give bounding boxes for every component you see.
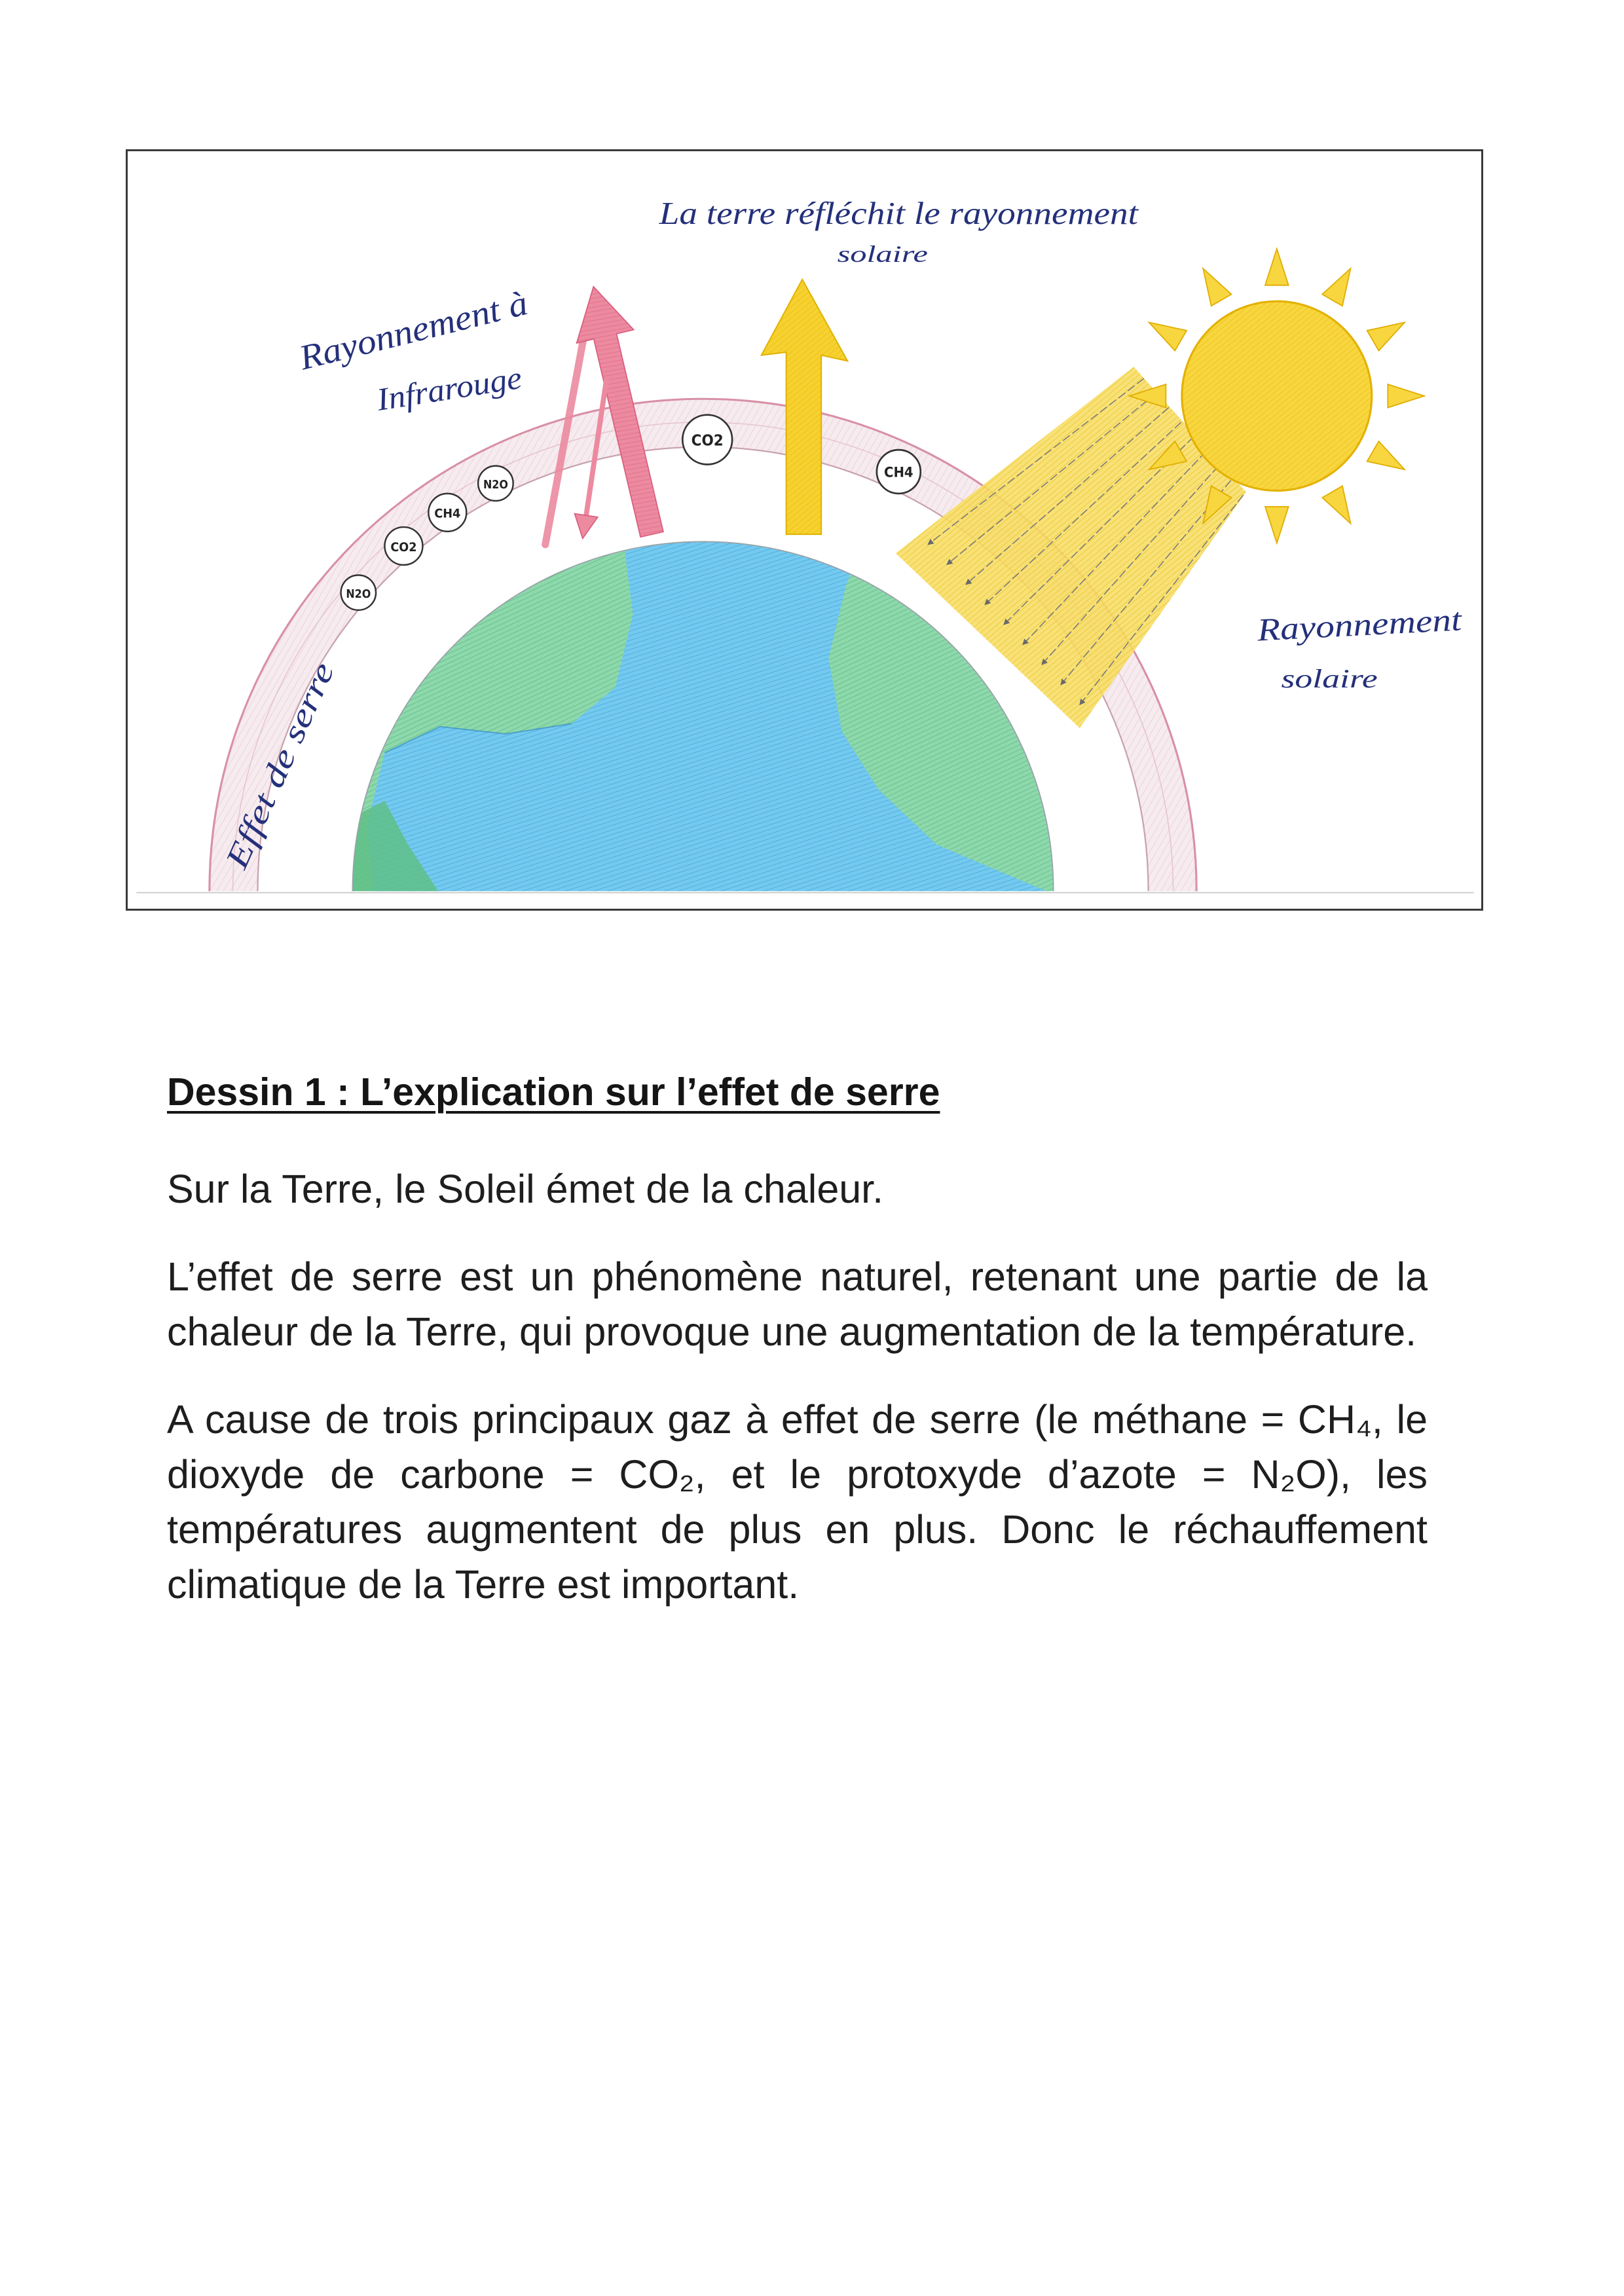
reflected-radiation-label: La terre réfléchit le rayonnement xyxy=(658,195,1139,232)
paragraph: A cause de trois principaux gaz à effet de serre (le méthane = CH₄, le dioxyde de carbone = CO₂, et le protoxyde d’azote = N₂O), les températures augmentent de plus en plus. Donc le réchauffement climatique de la Terre est important. xyxy=(167,1397,1428,1607)
molecule-label: CH4 xyxy=(884,464,913,481)
reflected-radiation-label-line2: solaire xyxy=(837,241,929,268)
molecule xyxy=(877,450,921,494)
molecule-label: CH4 xyxy=(434,506,461,521)
molecule xyxy=(341,575,377,610)
sun-ray xyxy=(1265,249,1289,285)
sun-ray xyxy=(1367,322,1405,350)
sun-ray xyxy=(1367,441,1405,469)
sun-ray xyxy=(1322,486,1350,523)
text-section xyxy=(167,1065,1428,1645)
sun-ray xyxy=(1322,268,1350,306)
sun-ray xyxy=(1265,507,1289,543)
molecule-label: N2O xyxy=(483,478,508,492)
sun-ray xyxy=(1149,322,1187,350)
infrared-down-arrow-head xyxy=(575,514,598,539)
infrared-radiation-label-line2: Infrarouge xyxy=(374,360,517,418)
paragraph: Sur la Terre, le Soleil émet de la chaleur. xyxy=(167,1167,884,1211)
sun-ray xyxy=(1203,268,1231,306)
molecule-label: CO2 xyxy=(390,539,417,555)
molecule-label: CO2 xyxy=(691,431,724,450)
sun-ray xyxy=(1388,384,1424,408)
solar-radiation-label-line2: solaire xyxy=(1281,663,1378,693)
molecule xyxy=(384,527,422,565)
infrared-radiation-label: Rayonnement à xyxy=(295,287,515,378)
figure-caption-title: Dessin 1 : L’explication sur l’effet de serre xyxy=(167,1070,940,1114)
molecule xyxy=(478,466,513,501)
greenhouse-effect-drawing xyxy=(128,151,1481,909)
greenhouse-effect-label: Effet de serre xyxy=(218,702,322,874)
molecule xyxy=(682,415,732,465)
molecule-label: N2O xyxy=(346,587,371,601)
paragraph: L’effet de serre est un phénomène naturel, retenant une partie de la chaleur de la Terre, qui provoque une augmentation de la température. xyxy=(167,1254,1428,1354)
molecule xyxy=(428,494,466,532)
solar-radiation-label: Rayonnement xyxy=(1256,602,1433,648)
drawing-frame xyxy=(126,149,1483,911)
